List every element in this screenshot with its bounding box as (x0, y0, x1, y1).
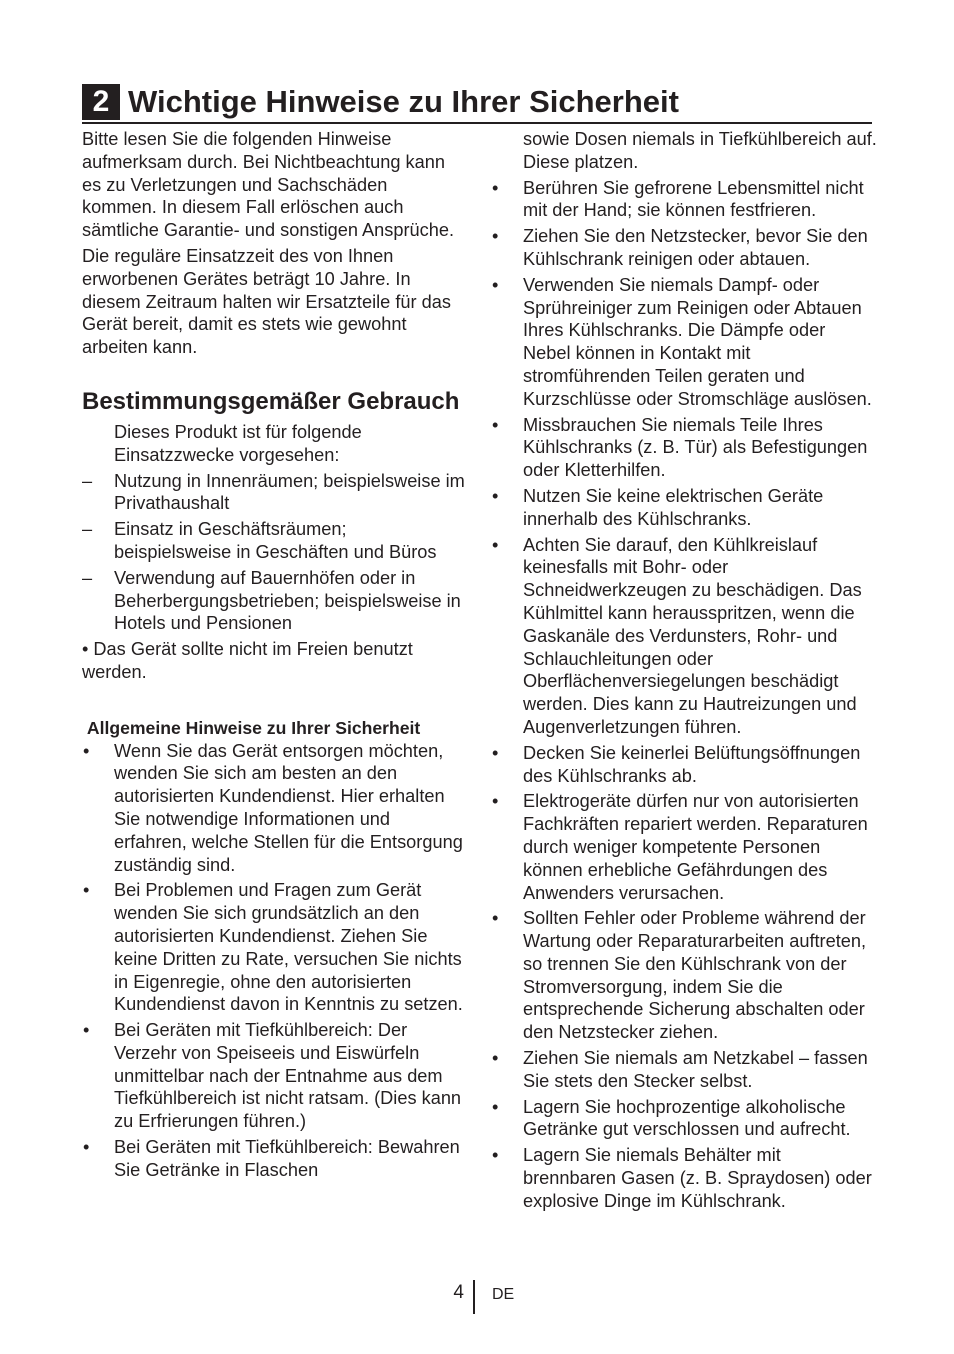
list-item-text: Nutzen Sie keine elektrischen Geräte innerhalb des Kühlschranks. (523, 485, 824, 529)
right-column (491, 128, 877, 1216)
bullet-marker: • (492, 274, 499, 295)
footer-divider (473, 1280, 475, 1314)
list-item (491, 534, 877, 739)
bullet-marker: • (492, 791, 499, 812)
list-item-text: Bei Geräten mit Tiefkühlbereich: Bewahren Sie Getränke in Flaschen (114, 1137, 460, 1180)
list-item-text: Ziehen Sie den Netzstecker, bevor Sie den Kühlschrank reinigen oder abtauen. (523, 226, 868, 269)
dash-marker: – (82, 470, 93, 491)
list-item-text: Berühren Sie gefrorene Lebensmittel nicht mit der Hand; sie können festfrieren. (523, 177, 864, 221)
bullet-marker: • (492, 414, 499, 435)
bullet-marker: • (492, 908, 499, 929)
list-item (491, 177, 877, 223)
list-item-text: Bei Problemen und Fragen zum Gerät wenden Sie sich grundsätzlich an den autorisierten Kundendienst. Ziehen Sie keine Dritten zu Rate, versuchen Sie nichts in Eigenregie, ohne den autorisierten Kundendienst davon in Kenntnis zu setzen. (114, 880, 463, 1015)
bullet-marker: • (83, 1020, 90, 1041)
list-item-text: Bei Geräten mit Tiefkühlbereich: Der Verzehr von Speiseeis und Eiswürfeln unmittelbar nach der Entnahme aus dem Tiefkühlbereich ist nicht ratsam. (Dies kann zu Erfrierungen führen.) (114, 1020, 462, 1132)
list-item (82, 1019, 467, 1133)
list-item (82, 740, 467, 877)
list-item-text: Verwenden Sie niemals Dampf- oder Sprühreiniger zum Reinigen oder Abtauen Ihres Kühlschranks. Die Dämpfe oder Nebel können in Kontakt mit stromführenden Teilen geraten und Kurzschlüsse oder Stromschläge auslösen. (523, 274, 872, 409)
list-item (82, 1136, 467, 1182)
dash-marker: – (82, 519, 93, 540)
bullet-marker: • (492, 226, 499, 247)
outdoor-note: • Das Gerät sollte nicht im Freien benutzt werden. (82, 639, 413, 682)
intro-paragraph: Bitte lesen Sie die folgenden Hinweise aufmerksam durch. Bei Nichtbeachtung kann es zu Verletzungen und Sachschäden kommen. In diesem Fall erlöschen auch sämtliche Garantie- und sonstigen Ansprüche. (82, 129, 455, 241)
bullet-marker: • (492, 1048, 499, 1069)
page-number: 4 (453, 1282, 464, 1303)
chapter-number-badge: 2 (82, 84, 120, 120)
usage-list (82, 470, 467, 636)
list-item-text: Verwendung auf Bauernhöfen oder in Beherbergungsbetrieben; beispielsweise in Hotels und Pensionen (114, 567, 461, 634)
bullet-marker: • (492, 742, 499, 763)
list-item-text: Missbrauchen Sie niemals Teile Ihres Kühlschranks (z. B. Tür) als Befestigungen oder Kletterhilfen. (523, 414, 868, 481)
usage-intro: Dieses Produkt ist für folgende Einsatzzwecke vorgesehen: (114, 421, 362, 465)
bullet-marker: • (492, 485, 499, 506)
dash-marker: – (82, 567, 93, 588)
subsection-heading-safety (82, 717, 467, 740)
language-code: DE (492, 1286, 515, 1303)
list-item-text: Nutzung in Innenräumen; beispielsweise im Privathaushalt (114, 470, 465, 514)
list-item-text: Lagern Sie niemals Behälter mit brennbaren Gasen (z. B. Spraydosen) oder explosive Dinge im Kühlschrank. (523, 1145, 872, 1211)
bullet-marker: • (492, 177, 499, 198)
list-item (82, 879, 467, 1016)
page-footer (0, 1280, 954, 1314)
list-item (491, 225, 877, 271)
bullet-marker: • (492, 1096, 499, 1117)
bullet-marker: • (83, 880, 90, 901)
list-item-text: Decken Sie keinerlei Belüftungsöffnungen des Kühlschranks ab. (523, 742, 861, 786)
list-item-text: Lagern Sie hochprozentige alkoholische Getränke gut verschlossen und aufrecht. (523, 1096, 851, 1140)
list-item-text: Sollten Fehler oder Probleme während der Wartung oder Reparaturarbeiten auftreten, so trennen Sie den Kühlschrank von der Stromversorgung, indem Sie die entsprechende Sicherung abschalten oder den Netzstecker ziehen. (523, 908, 867, 1043)
continuation-text: sowie Dosen niemals in Tiefkühlbereich auf. Diese platzen. (523, 129, 877, 172)
bullet-marker: • (492, 1145, 499, 1166)
list-item-text: Einsatz in Geschäftsräumen; beispielsweise in Geschäften und Büros (114, 519, 437, 562)
list-item-text: Ziehen Sie niemals am Netzkabel – fassen Sie stets den Stecker selbst. (523, 1048, 868, 1091)
safety-list-right (491, 177, 877, 1213)
list-item (491, 790, 877, 904)
list-item (491, 1047, 877, 1093)
list-item (491, 485, 877, 531)
list-item (82, 567, 467, 635)
list-item (491, 1144, 877, 1212)
list-item-text: Achten Sie darauf, den Kühlkreislauf keinesfalls mit Bohr- oder Schneidwerkzeugen zu beschädigen. Das Kühlmittel kann herausspritzen, wenn die Gaskanäle des Verdunsters, Rohr- und Schlauchleitungen oder Oberflächenversiegelungen beschädigt werden. Dies kann zu Hautreizungen und Augenverletzungen führen. (523, 534, 862, 737)
list-item (82, 470, 467, 516)
bullet-marker: • (83, 1137, 90, 1158)
subsection-heading-text: Allgemeine Hinweise zu Ihrer Sicherheit (86, 717, 421, 738)
service-life-paragraph: Die reguläre Einsatzzeit des von Ihnen erworbenen Gerätes beträgt 10 Jahre. In diesem Zeitraum halten wir Ersatzteile für das Gerät bereit, damit es stets wie gewohnt arbeiten kann. (82, 245, 451, 358)
section-heading-intended-use: Bestimmungsgemäßer Gebrauch (82, 387, 460, 415)
page-title: Wichtige Hinweise zu Ihrer Sicherheit (128, 84, 679, 119)
bullet-marker: • (83, 740, 90, 761)
left-column (82, 128, 467, 1185)
list-item (491, 274, 877, 411)
bullet-marker: • (492, 534, 499, 555)
list-item (82, 518, 467, 564)
list-item-text: Wenn Sie das Gerät entsorgen möchten, wenden Sie sich am besten an den autorisierten Kundendienst. Hier erhalten Sie notwendige Informationen und erfahren, welche Stellen für die Entsorgung zuständig sind. (114, 740, 463, 875)
list-item-text: Elektrogeräte dürfen nur von autorisierten Fachkräften repariert werden. Reparaturen durch weniger kompetente Personen können erhebliche Gefährdungen des Anwenders verursachen. (523, 791, 868, 903)
list-item (491, 1096, 877, 1142)
chapter-header (82, 82, 872, 124)
list-item (491, 742, 877, 788)
safety-list-left (82, 740, 467, 1182)
list-item (491, 907, 877, 1044)
list-item (491, 414, 877, 482)
